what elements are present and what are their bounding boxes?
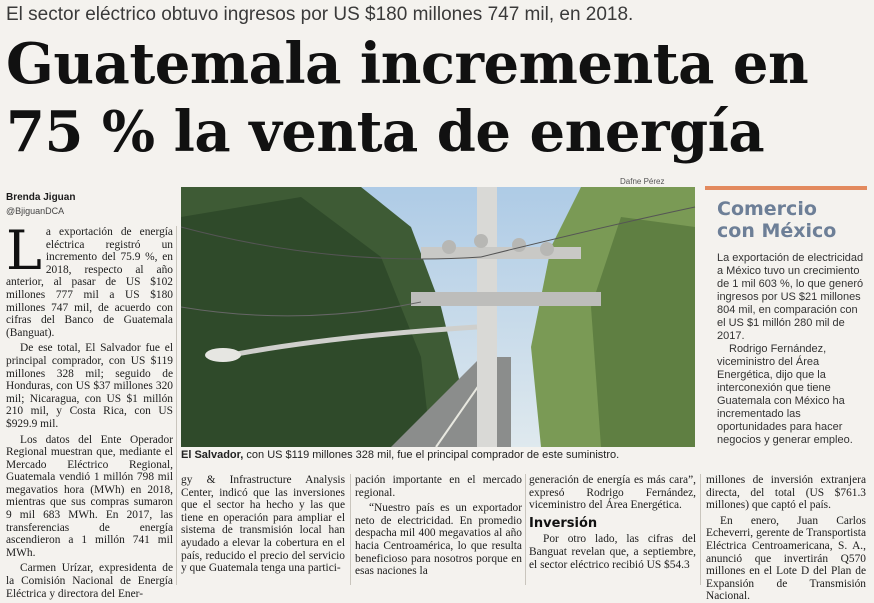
sidebar-title-line-1: Comercio xyxy=(717,198,817,220)
lead-text: a exportación de energía eléctrica registró un incremento del 75.9 %, en 2018, respecto al año anterior, al pasar de US $102 millones 777 mil a US $180 millones 747 mil, de acuerdo con cifras del Banco de Guatemala (Banguat). xyxy=(6,226,173,339)
headline-line-1: Guatemala incrementa en xyxy=(6,31,809,97)
kicker: El sector eléctrico obtuvo ingresos por US $180 millones 747 mil, en 2018. xyxy=(6,4,634,25)
paragraph: Los datos del Ente Operador Regional muestran que, mediante el Mercado Eléctrico Regional, Guatemala vendió 1 millón 798 mil megavatios hora (MWh) en 2018, mientras que sus compras sumaron 9 mil 683 MWh. En 2017, las transferencias de energía ascendieron a 1 millón 741 mil MWh. xyxy=(6,433,173,559)
section-subhead: Inversión xyxy=(529,515,598,531)
caption-bold: El Salvador, xyxy=(181,449,244,461)
article-column-2 xyxy=(181,474,345,585)
article-photo xyxy=(181,187,695,447)
paragraph: millones de inversión extranjera directa, del total (US $761.3 millones) que captó el país. xyxy=(706,474,866,512)
column-divider xyxy=(525,474,526,585)
paragraph: gy & Infrastructure Analysis Center, indicó que las inversiones que el sector ha hecho y las que tiene en operación para ampliar el sistema de transmisión local han ayudado a elevar la cobertura en el país, reducido el precio del servicio y que Guatemala tenga una partici- xyxy=(181,474,345,575)
sidebar-box xyxy=(705,186,867,458)
byline-author: Brenda Jiguan xyxy=(6,192,76,203)
sidebar-title xyxy=(717,198,867,242)
paragraph: De ese total, El Salvador fue el principal comprador, con US $119 millones 328 mil; seguido de Honduras, con US $37 millones 320 mil; Nicaragua, con US $1 millón 210 mil, y Costa Rica, con US $929.9 mil. xyxy=(6,342,173,430)
headline xyxy=(6,30,872,166)
sidebar-title-line-2: con México xyxy=(717,220,837,242)
paragraph: generación de energía es más cara”, expresó Rodrigo Fernández, viceministro del Área Energética. xyxy=(529,474,696,512)
lead-paragraph xyxy=(6,219,173,339)
photo-credit: Dafne Pérez xyxy=(620,177,665,186)
article-column-5 xyxy=(706,474,866,603)
paragraph: En enero, Juan Carlos Echeverri, gerente de Transportista Eléctrica Centroamericana, S. A., anunció que invertirán Q570 millones en el Lote D del Plan de Expansión de Transmisión Nacional. xyxy=(706,514,866,603)
sidebar-paragraph: La exportación de electricidad a México tuvo un crecimiento de 1 mil 603 %, lo que generó ingresos por US $21 millones 804 mil, en comparación con el US $1 millón 280 mil de 2017. xyxy=(717,252,864,342)
byline-handle: @BjiguanDCA xyxy=(6,206,65,216)
column-divider xyxy=(350,474,351,585)
paragraph: Carmen Urízar, expresidenta de la Comisión Nacional de Energía Eléctrica y directora del Ener- xyxy=(6,562,173,600)
article-column-1 xyxy=(6,219,173,600)
caption-text: con US $119 millones 328 mil, fue el principal comprador de este suministro. xyxy=(243,449,620,461)
sidebar-body xyxy=(717,252,867,447)
article-column-4 xyxy=(529,474,696,585)
column-divider xyxy=(176,226,177,585)
column-divider xyxy=(700,474,701,585)
drop-cap: L xyxy=(6,219,42,282)
headline-line-2: 75 % la venta de energía xyxy=(6,99,765,165)
paragraph: pación importante en el mercado regional. xyxy=(355,474,522,499)
sidebar-paragraph: Rodrigo Fernández, viceministro del Área Energética, dijo que la interconexión que tiene Guatemala con México ha incrementado las oportunidades para hacer negocios y generar empleo. xyxy=(717,343,853,446)
article-column-3 xyxy=(355,474,522,585)
power-lines-photo xyxy=(181,187,695,447)
paragraph: “Nuestro país es un exportador neto de electricidad. En promedio despacha mil 400 megavatios al año hacia Centroamérica, lo que resulta beneficioso para nosotros porque en esas naciones la xyxy=(355,502,522,578)
photo-caption xyxy=(181,449,695,461)
paragraph: Por otro lado, las cifras del Banguat revelan que, a septiembre, el sector eléctrico recibió US $54.3 xyxy=(529,533,696,571)
